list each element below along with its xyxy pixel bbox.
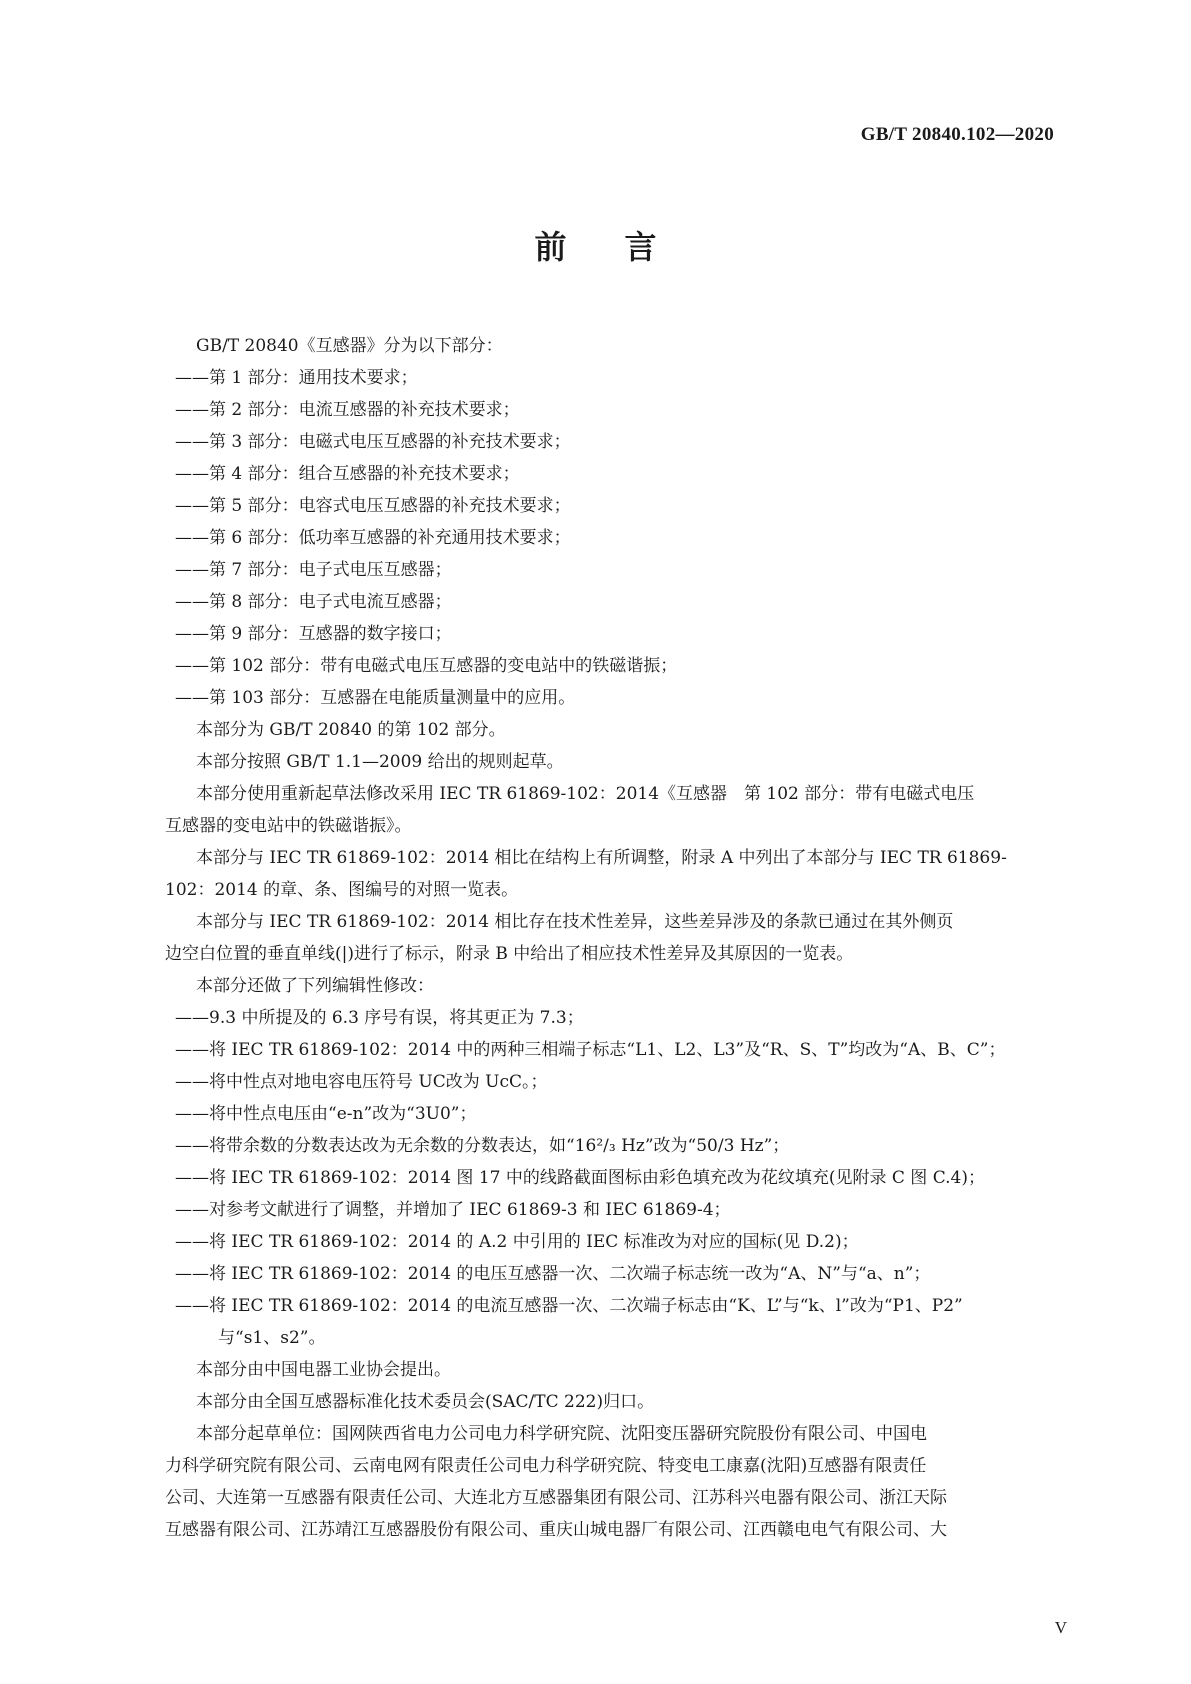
edit-list-item-continuation: 与“s1、s2”。 bbox=[218, 1328, 326, 1348]
part-list-item: ——第 6 部分：低功率互感器的补充通用技术要求； bbox=[175, 528, 571, 548]
paragraph: 本部分由中国电器工业协会提出。 bbox=[196, 1360, 451, 1380]
paragraph-continuation: 互感器有限公司、江苏靖江互感器股份有限公司、重庆山城电器厂有限公司、江西赣电电气有限公司、大 bbox=[165, 1520, 947, 1540]
edit-list-item: ——9.3 中所提及的 6.3 序号有误，将其更正为 7.3； bbox=[175, 1008, 584, 1028]
edit-list-item: ——将 IEC TR 61869-102：2014 中的两种三相端子标志“L1、L2、L3”及“R、S、T”均改为“A、B、C”； bbox=[175, 1040, 1006, 1060]
part-list-item: ——第 1 部分：通用技术要求； bbox=[175, 368, 418, 388]
part-list-item: ——第 7 部分：电子式电压互感器； bbox=[175, 560, 452, 580]
page-title bbox=[0, 222, 1191, 268]
paragraph: 本部分按照 GB/T 1.1—2009 给出的规则起草。 bbox=[196, 752, 564, 772]
edit-list-item: ——对参考文献进行了调整，并增加了 IEC 61869-3 和 IEC 61869-4； bbox=[175, 1200, 731, 1220]
paragraph: 本部分与 IEC TR 61869-102：2014 相比在结构上有所调整，附录 A 中列出了本部分与 IEC TR 61869- bbox=[196, 848, 1007, 868]
paragraph: 本部分由全国互感器标准化技术委员会(SAC/TC 222)归口。 bbox=[196, 1392, 655, 1412]
part-list-item: ——第 103 部分：互感器在电能质量测量中的应用。 bbox=[175, 688, 576, 708]
edit-list-item: ——将 IEC TR 61869-102：2014 图 17 中的线路截面图标由彩色填充改为花纹填充(见附录 C 图 C.4)； bbox=[175, 1168, 985, 1188]
part-list-item: ——第 4 部分：组合互感器的补充技术要求； bbox=[175, 464, 520, 484]
paragraph: 本部分为 GB/T 20840 的第 102 部分。 bbox=[196, 720, 506, 740]
paragraph-continuation: 边空白位置的垂直单线(|)进行了标示，附录 B 中给出了相应技术性差异及其原因的一览表。 bbox=[165, 944, 854, 964]
part-list-item: ——第 5 部分：电容式电压互感器的补充技术要求； bbox=[175, 496, 571, 516]
title-char-2: 言 bbox=[624, 228, 657, 266]
standard-number: GB/T 20840.102—2020 bbox=[860, 124, 1054, 145]
part-list-item: ——第 3 部分：电磁式电压互感器的补充技术要求； bbox=[175, 432, 571, 452]
paragraph: 本部分还做了下列编辑性修改： bbox=[196, 976, 434, 996]
paragraph-continuation: 102：2014 的章、条、图编号的对照一览表。 bbox=[165, 880, 519, 900]
edit-list-item: ——将 IEC TR 61869-102：2014 的电流互感器一次、二次端子标志由“K、L”与“k、l”改为“P1、P2” bbox=[175, 1296, 963, 1316]
part-list-item: ——第 102 部分：带有电磁式电压互感器的变电站中的铁磁谐振； bbox=[175, 656, 678, 676]
edit-list-item: ——将带余数的分数表达改为无余数的分数表达，如“16²/₃ Hz”改为“50/3 Hz”； bbox=[175, 1136, 790, 1156]
part-list-item: ——第 8 部分：电子式电流互感器； bbox=[175, 592, 452, 612]
edit-list-item: ——将中性点电压由“e-n”改为“3U0”； bbox=[175, 1104, 477, 1124]
page-number: V bbox=[1054, 1618, 1067, 1637]
paragraph-continuation: 力科学研究院有限公司、云南电网有限责任公司电力科学研究院、特变电工康嘉(沈阳)互感器有限责任 bbox=[165, 1456, 927, 1476]
paragraph: 本部分与 IEC TR 61869-102：2014 相比存在技术性差异，这些差异涉及的条款已通过在其外侧页 bbox=[196, 912, 954, 932]
edit-list-item: ——将 IEC TR 61869-102：2014 的电压互感器一次、二次端子标志统一改为“A、N”与“a、n”； bbox=[175, 1264, 931, 1284]
document-body bbox=[165, 330, 1053, 1546]
part-list-item: ——第 2 部分：电流互感器的补充技术要求； bbox=[175, 400, 520, 420]
edit-list-item: ——将 IEC TR 61869-102：2014 的 A.2 中引用的 IEC 标准改为对应的国标(见 D.2)； bbox=[175, 1232, 859, 1252]
paragraph-continuation: 公司、大连第一互感器有限责任公司、大连北方互感器集团有限公司、江苏科兴电器有限公司、浙江天际 bbox=[165, 1488, 947, 1508]
paragraph: 本部分起草单位：国网陕西省电力公司电力科学研究院、沈阳变压器研究院股份有限公司、中国电 bbox=[196, 1424, 927, 1444]
paragraph: GB/T 20840《互感器》分为以下部分： bbox=[196, 336, 503, 356]
edit-list-item: ——将中性点对地电容电压符号 UC改为 UcC。； bbox=[175, 1072, 548, 1092]
part-list-item: ——第 9 部分：互感器的数字接口； bbox=[175, 624, 452, 644]
title-char-1: 前 bbox=[534, 228, 567, 266]
paragraph-continuation: 互感器的变电站中的铁磁谐振》。 bbox=[165, 816, 412, 836]
paragraph: 本部分使用重新起草法修改采用 IEC TR 61869-102：2014《互感器 第 102 部分：带有电磁式电压 bbox=[196, 784, 975, 804]
